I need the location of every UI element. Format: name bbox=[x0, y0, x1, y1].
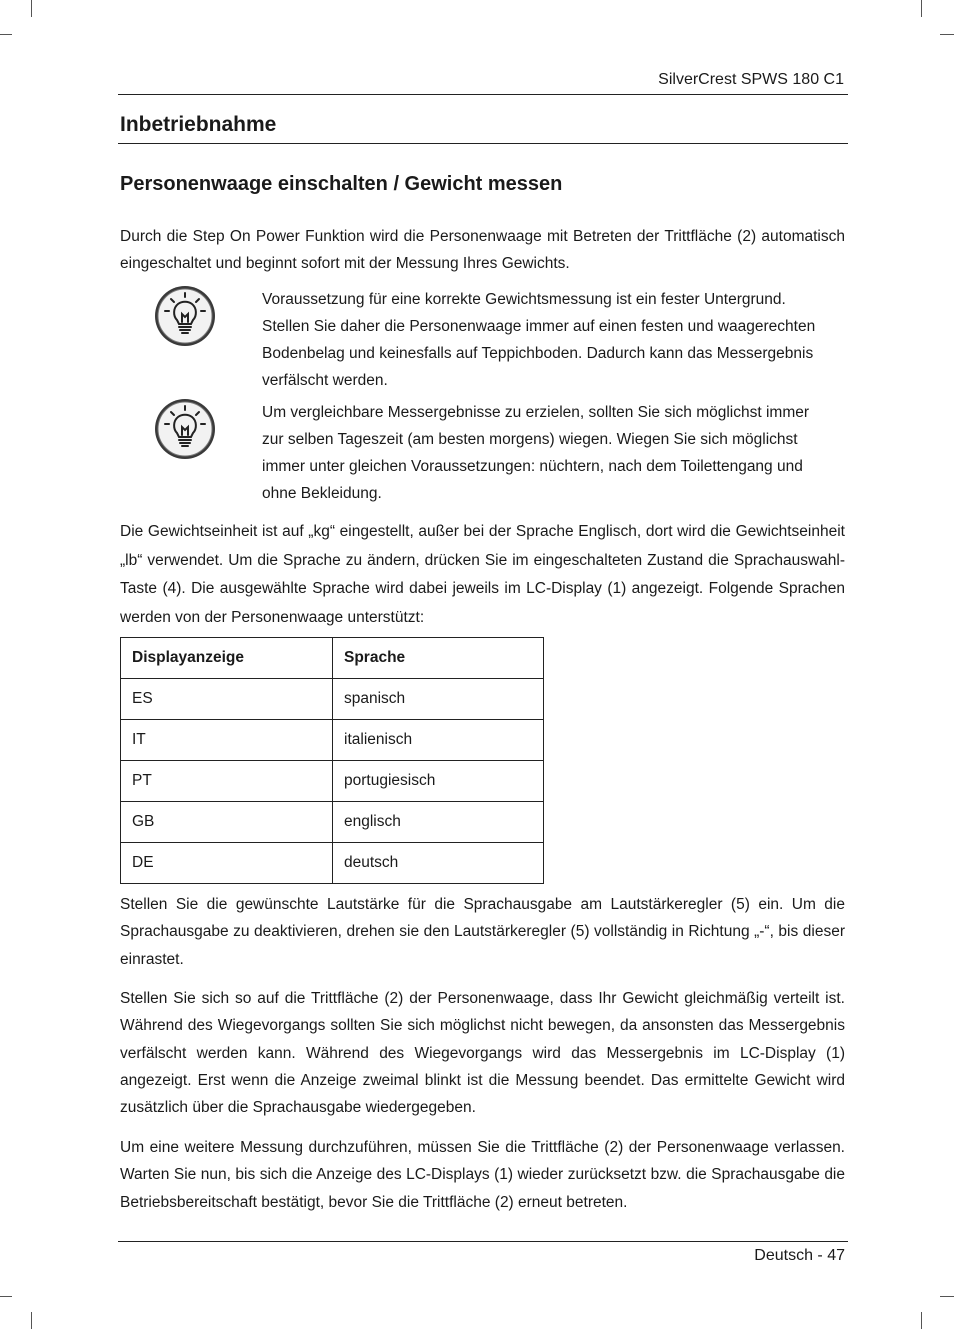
units-paragraph: Die Gewichtseinheit ist auf „kg“ eingestellt, außer bei der Sprache Englisch, dort wird die Gewichtseinheit „lb“ verwendet. Um die Sprache zu ändern, drücken Sie im eingeschalteten Zustand die Sprachauswahl-Taste (4). Die ausgewählte Sprache wird dabei jeweils im LC-Display (1) angezeigt. Folgende Sprachen werden von der Personenwaage unterstützt: bbox=[120, 523, 845, 626]
crop-mark bbox=[940, 1296, 954, 1297]
header-product-name: SilverCrest SPWS 180 C1 bbox=[658, 71, 844, 88]
table-cell: portugiesisch bbox=[333, 761, 544, 802]
table-cell: englisch bbox=[333, 802, 544, 843]
table-row bbox=[121, 679, 544, 720]
table-row bbox=[121, 761, 544, 802]
table-cell: PT bbox=[121, 761, 333, 802]
lightbulb-icon bbox=[153, 397, 217, 461]
section-rule bbox=[118, 143, 848, 144]
table-cell: ES bbox=[121, 679, 333, 720]
table-cell: DE bbox=[121, 843, 333, 884]
footer-rule bbox=[118, 1241, 848, 1242]
lightbulb-icon bbox=[153, 284, 217, 348]
table-header-cell: Sprache bbox=[333, 638, 544, 679]
table-row bbox=[121, 843, 544, 884]
crop-mark bbox=[0, 34, 12, 35]
volume-paragraph: Stellen Sie die gewünschte Lautstärke für die Sprachausgabe am Lautstärkeregler (5) ein. Um die Sprachausgabe zu deaktivieren, drehen sie den Lautstärkeregler (5) vollständig in Richtung „-“, bis dieser einrastet. bbox=[120, 896, 845, 968]
table-cell: GB bbox=[121, 802, 333, 843]
crop-mark bbox=[921, 0, 922, 17]
page-number: Deutsch - 47 bbox=[754, 1247, 845, 1264]
table-header-row bbox=[121, 638, 544, 679]
table-cell: deutsch bbox=[333, 843, 544, 884]
section-title: Inbetriebnahme bbox=[120, 113, 277, 136]
intro-paragraph: Durch die Step On Power Funktion wird die Personenwaage mit Betreten der Trittfläche (2) automatisch eingeschaltet und beginnt sofort mit der Messung Ihres Gewichts. bbox=[120, 228, 845, 273]
crop-mark bbox=[921, 1312, 922, 1329]
table-cell: spanisch bbox=[333, 679, 544, 720]
table-row bbox=[121, 802, 544, 843]
table-row bbox=[121, 720, 544, 761]
tip-text: Um vergleichbare Messergebnisse zu erzielen, sollten Sie sich möglichst immer zur selben Tageszeit (am besten morgens) wiegen. Wiegen Sie sich möglichst immer unter gleichen Voraussetzungen: nüchtern, nach dem Toilettengang und ohne Bekleidung. bbox=[262, 404, 810, 502]
subsection-title: Personenwaage einschalten / Gewicht messen bbox=[120, 173, 563, 195]
crop-mark bbox=[940, 34, 954, 35]
table-cell: IT bbox=[121, 720, 333, 761]
next-measurement-paragraph: Um eine weitere Messung durchzuführen, müssen Sie die Trittfläche (2) der Personenwaage verlassen. Warten Sie nun, bis sich die Anzeige des LC-Displays (1) wieder zurücksetzt bzw. die Sprachausgabe die Betriebsbereitschaft bestätigt, bevor Sie die Trittfläche (2) erneut betreten. bbox=[120, 1139, 845, 1211]
tip-text: Voraussetzung für eine korrekte Gewichtsmessung ist ein fester Untergrund. Stellen Sie daher die Personenwaage immer auf einen festen und waagerechten Bodenbelag und keinesfalls auf Teppichboden. Dadurch kann das Messergebnis verfälscht werden. bbox=[262, 291, 816, 389]
crop-mark bbox=[0, 1296, 12, 1297]
table-header-cell: Displayanzeige bbox=[121, 638, 333, 679]
crop-mark bbox=[31, 1312, 32, 1329]
header-rule bbox=[118, 94, 848, 95]
weighing-paragraph: Stellen Sie sich so auf die Trittfläche (2) der Personenwaage, dass Ihr Gewicht gleichmäßig verteilt ist. Während des Wiegevorgangs sollten Sie sich möglichst nicht bewegen, da ansonsten das Messergebnis verfälscht werden kann. Während des Wiegevorgangs wird das Messergebnis im LC-Display (1) angezeigt. Erst wenn die Anzeige zweimal blinkt ist die Messung beendet. Das ermittelte Gewicht wird zusätzlich über die Sprachausgabe wiedergegeben. bbox=[120, 990, 845, 1117]
crop-mark bbox=[31, 0, 32, 17]
table-cell: italienisch bbox=[333, 720, 544, 761]
language-table bbox=[120, 637, 544, 884]
